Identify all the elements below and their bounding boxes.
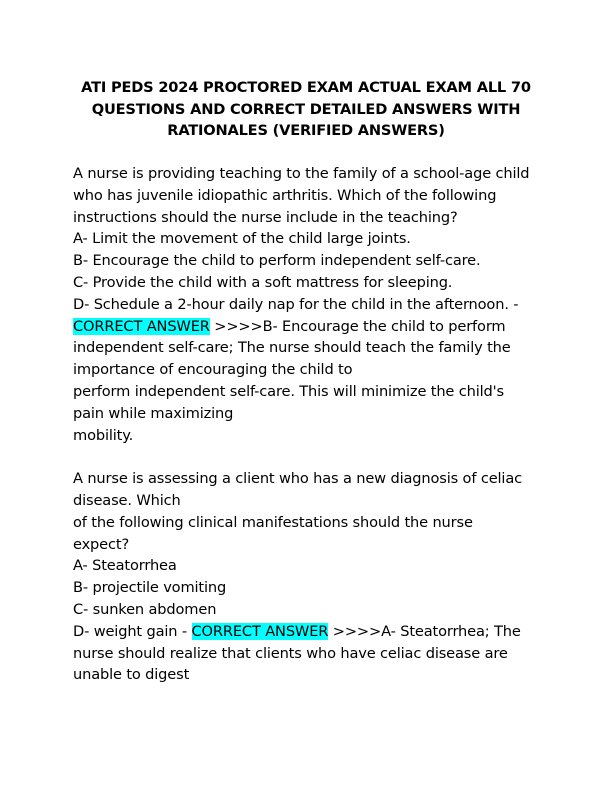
title-line: ATI PEDS 2024 PROCTORED EXAM ACTUAL EXAM ALL 70 (81, 79, 531, 96)
answer-rationale: pain while maximizing (73, 404, 234, 422)
question-text: A nurse is assessing a client who has a new diagnosis of celiac (73, 470, 522, 488)
question-text: of the following clinical manifestations should the nurse (73, 513, 473, 531)
answer-option-b: B- Encourage the child to perform independent self-care. (73, 252, 481, 270)
answer-rationale: >>>>B- Encourage the child to perform (209, 317, 506, 335)
correct-answer-line (73, 316, 543, 338)
title-line: RATIONALES (VERIFIED ANSWERS) (167, 122, 445, 139)
document-title (74, 77, 538, 142)
answer-option-a: A- Limit the movement of the child large joints. (73, 230, 411, 248)
answer-rationale: >>>>A- Steatorrhea; The (328, 622, 521, 640)
answer-option-c: C- sunken abdomen (73, 600, 217, 618)
title-line: QUESTIONS AND CORRECT DETAILED ANSWERS WITH (91, 100, 521, 118)
question-text: A nurse is providing teaching to the family of a school-age child (73, 165, 530, 182)
paragraph-spacer (73, 446, 543, 468)
answer-rationale: independent self-care; The nurse should teach the family the (73, 339, 511, 357)
question-text: who has juvenile idiopathic arthritis. Which of the following (73, 186, 497, 204)
question-2 (73, 468, 543, 686)
answer-option-d: D- Schedule a 2-hour daily nap for the child in the afternoon. - (73, 295, 519, 313)
answer-rationale: importance of encouraging the child to (73, 361, 353, 379)
answer-option-a: A- Steatorrhea (73, 557, 177, 575)
correct-answer-highlight: CORRECT ANSWER (73, 317, 210, 335)
answer-rationale: mobility. (73, 426, 134, 444)
correct-answer-highlight: CORRECT ANSWER (191, 622, 329, 640)
correct-answer-line (73, 621, 543, 643)
answer-rationale: nurse should realize that clients who have celiac disease are (73, 644, 508, 662)
question-text: instructions should the nurse include in the teaching? (73, 208, 458, 226)
question-text: disease. Which (73, 491, 181, 509)
answer-option-c: C- Provide the child with a soft mattress for sleeping. (73, 273, 453, 291)
answer-option-b: B- projectile vomiting (73, 579, 227, 597)
question-text: expect? (73, 535, 130, 553)
answer-option-d: D- weight gain - (73, 622, 192, 640)
question-1 (73, 163, 543, 446)
answer-rationale: perform independent self-care. This will minimize the child's (73, 382, 504, 400)
document-body (73, 163, 543, 686)
answer-rationale: unable to digest (73, 666, 190, 684)
